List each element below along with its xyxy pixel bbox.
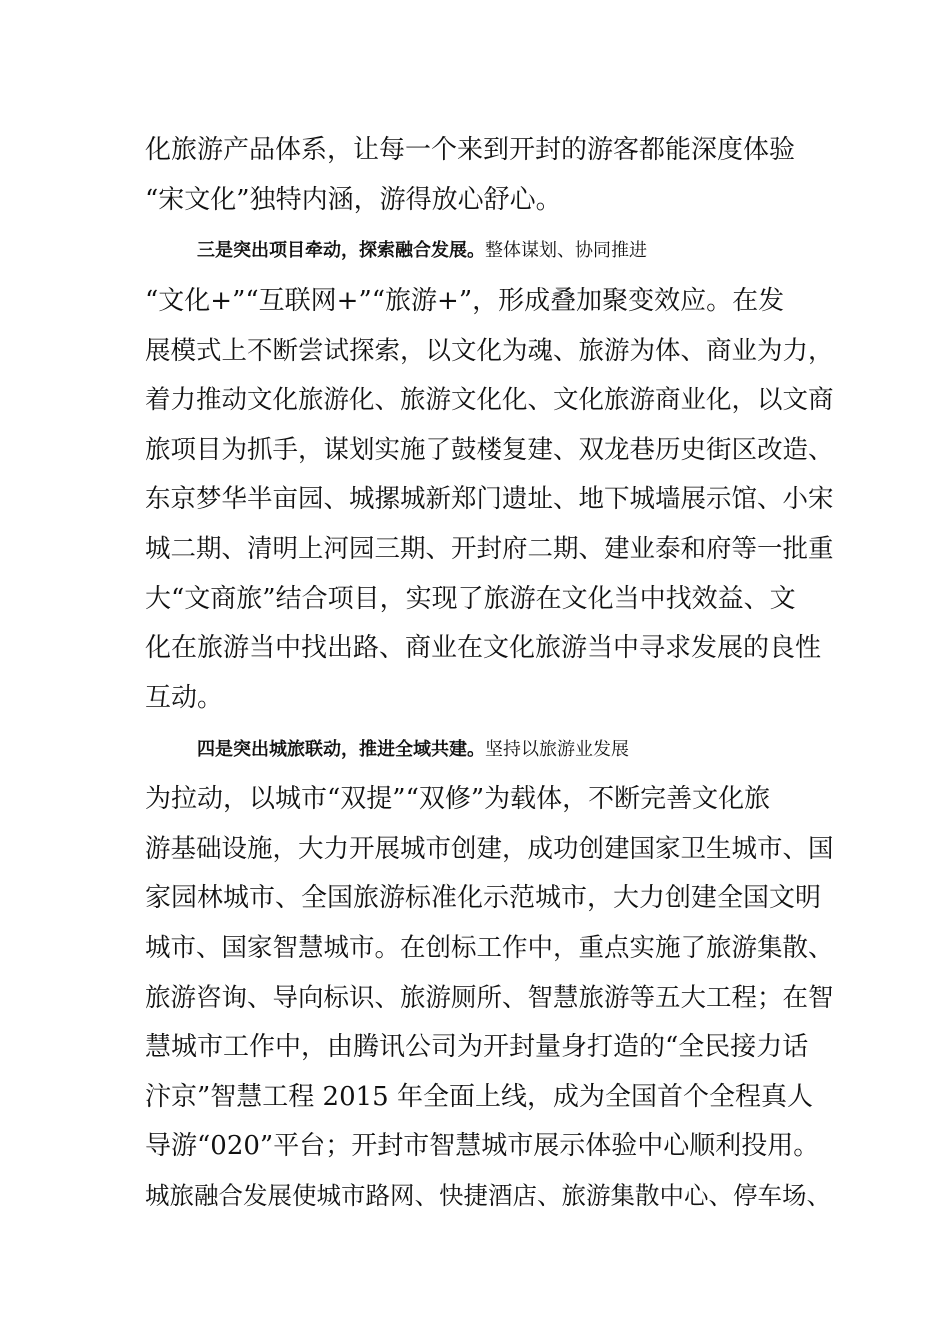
paragraph-2-first-line	[197, 235, 887, 267]
paragraph-3-line: 为拉动，以城市“双提”“双修”为载体，不断完善文化旅	[145, 784, 771, 814]
paragraph-2-line: 着力推动文化旅游化、旅游文化化、文化旅游商业化，以文商	[145, 385, 834, 415]
paragraph-3-line: 旅游咨询、导向标识、旅游厕所、智慧旅游等五大工程；在智	[145, 983, 834, 1013]
paragraph-2-first-line-rest: 整体谋划、协同推进	[485, 240, 647, 261]
paragraph-2-line: 旅项目为抓手，谋划实施了鼓楼复建、双龙巷历史街区改造、	[145, 435, 834, 465]
paragraph-3-first-line-rest: 坚持以旅游业发展	[485, 739, 629, 760]
paragraph-3-line: 游基础设施，大力开展城市创建，成功创建国家卫生城市、国	[145, 834, 834, 864]
paragraph-2-line: 城二期、清明上河园三期、开封府二期、建业泰和府等一批重	[145, 534, 834, 564]
paragraph-3-line: 城旅融合发展使城市路网、快捷酒店、旅游集散中心、停车场、	[145, 1181, 831, 1210]
paragraph-3-first-line	[197, 734, 887, 766]
paragraph-2-line: 大“文商旅”结合项目，实现了旅游在文化当中找效益、文	[145, 584, 796, 614]
paragraph-2-line: 展模式上不断尝试探索，以文化为魂、旅游为体、商业为力，	[145, 336, 834, 366]
paragraph-2-line: 互动。	[145, 683, 224, 713]
paragraph-3-heading: 四是突出城旅联动，推进全域共建。	[197, 739, 485, 760]
paragraph-1-line-1: 化旅游产品体系，让每一个来到开封的游客都能深度体验	[145, 135, 796, 165]
paragraph-3-line: 慧城市工作中，由腾讯公司为开封量身打造的“全民接力话	[145, 1032, 809, 1062]
paragraph-2-line: 化在旅游当中找出路、商业在文化旅游当中寻求发展的良性	[145, 633, 822, 663]
paragraph-2-line: “文化+”“互联网+”“旅游+”，形成叠加聚变效应。在发	[145, 286, 785, 316]
paragraph-2-line: 东京梦华半亩园、城摞城新郑门遗址、地下城墙展示馆、小宋	[145, 484, 834, 514]
paragraph-3-line: 汴京”智慧工程 2015 年全面上线，成为全国首个全程真人	[145, 1082, 813, 1112]
paragraph-3-line: 家园林城市、全国旅游标准化示范城市，大力创建全国文明	[145, 883, 822, 913]
paragraph-3-line: 城市、国家智慧城市。在创标工作中，重点实施了旅游集散、	[145, 933, 834, 963]
paragraph-1-line-2: “宋文化”独特内涵，游得放心舒心。	[145, 185, 562, 215]
paragraph-2-heading: 三是突出项目牵动，探索融合发展。	[197, 240, 485, 261]
paragraph-3-line: 导游“020”平台；开封市智慧城市展示体验中心顺利投用。	[145, 1131, 820, 1161]
